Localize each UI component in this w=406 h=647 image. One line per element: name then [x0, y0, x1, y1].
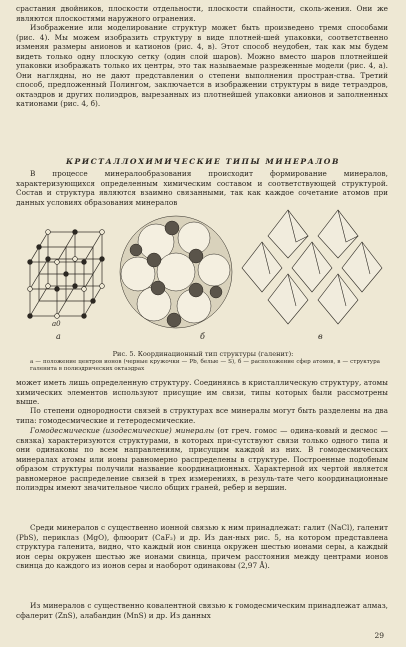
figure-caption-legend: а — положение центров ионов (черные кружочки — Pb, белые — S), б — расположение сфер атомов, в — структура галенита в полиэдрических октаэдрах: [30, 359, 380, 372]
octahedra-structure: [242, 210, 382, 324]
body-paragraph-5: Из минералов с существенно ковалентной связью к гомодесмическим принадлежат алмаз, сфалерит (ZnS), алабандин (MnS) и др. Из данных: [16, 601, 388, 620]
figure-caption-title: Рис. 5. Координационный тип структуры (галенит):: [112, 350, 294, 358]
body-paragraph-3: [16, 426, 388, 493]
body-paragraph-1: может иметь лишь определенную структуру. Соединяясь в кристаллическую структуру, атомы химических элементов используют присущие им связи, типы которых были рассмотрены выше.: [16, 378, 388, 406]
page-number: 29: [374, 631, 384, 640]
figure-label-v: в: [318, 332, 323, 341]
figure-label-b: б: [200, 332, 205, 341]
homodesmic-term: Гомодесмические (изодесмические) минералы: [30, 426, 215, 435]
figure-label-a0: a0: [52, 320, 61, 328]
homodesmic-definition: (от греч. гомос — одина-ковый и десмос — связка) характеризуются структурами, в которых при-сутствуют связи только одного типа и они одинаковы по всем направлениям, присущим каждой из них. В гомодесмических минералах атомы или ионы равномерно распределены в структуре. Построенные подобным образом структуры получили название координационных. Характерной их чертой является равномерное распределение связей в трех измерениях, в резуль-тате чего координационные полиэдры имеют значительное число общих граней, ребер и вершин.: [16, 426, 388, 492]
section-paragraph-1: В процессе минералообразования происходит формирование минералов, характеризующихся определенным химическим составом и соответствующей структурой. Состав и структура являются взаимно связанными, так как каждое сочетание атомов при данных условиях образования минералов: [16, 169, 388, 207]
intro-paragraph-2: Изображение или моделирование структур может быть произведено тремя способами (рис. 4). Мы можем изобразить структуру в виде плотней-шей упаковки, соответственно изменяя размеры анионов и катионов (рис. 4, в). Этот способ неудобен, так как мы будем видеть только одну плоскую сетку (один слой шаров). Можно вместо шаров плотнейшей упаковки изображать только их центры, это так называемые разреженные модели (рис. 4, а). Они наглядны, но не дают представления о степени выполнения простран-ства. Третий способ, предложенный Полингом, заключается в изображении структуры в виде тетраэдров, октаэдров и других полиэдров, вырезанных из плотнейшей упаковки анионов и заполненных катионами (рис. 4, б).: [16, 23, 388, 108]
figure-label-a: а: [56, 332, 61, 341]
body-paragraph-4: Среди минералов с существенно ионной связью к ним принадлежат: галит (NaCl), галенит (PbS), периклаз (MgO), флюорит (CaF₂) и др. Из дан-ных рис. 5, на котором представлена структура галенита, видно, что каждый ион свинца окружен шестью ионами серы, а каждый ион серы окружен шестью же ионами свинца, причем расстояния между центрами ионов свинца до каждого из ионов серы и наоборот одинаковы (2,97 Å).: [16, 523, 388, 570]
sphere-packing: [120, 216, 232, 328]
figure-illustration: [26, 202, 386, 342]
body-paragraph-2: По степени однородности связей в структурах все минералы могут быть разделены на два типа: гомодесмические и гетеродесмические.: [16, 406, 388, 425]
figure-5: [26, 202, 386, 342]
intro-paragraph-1: срастания двойников, плоскости отдельности, плоскости спайности, сколь-жения. Они же являются плоскостями наружного огранения.: [16, 4, 388, 23]
section-heading: КРИСТАЛЛОХИМИЧЕСКИЕ ТИПЫ МИНЕРАЛОВ: [66, 157, 340, 166]
